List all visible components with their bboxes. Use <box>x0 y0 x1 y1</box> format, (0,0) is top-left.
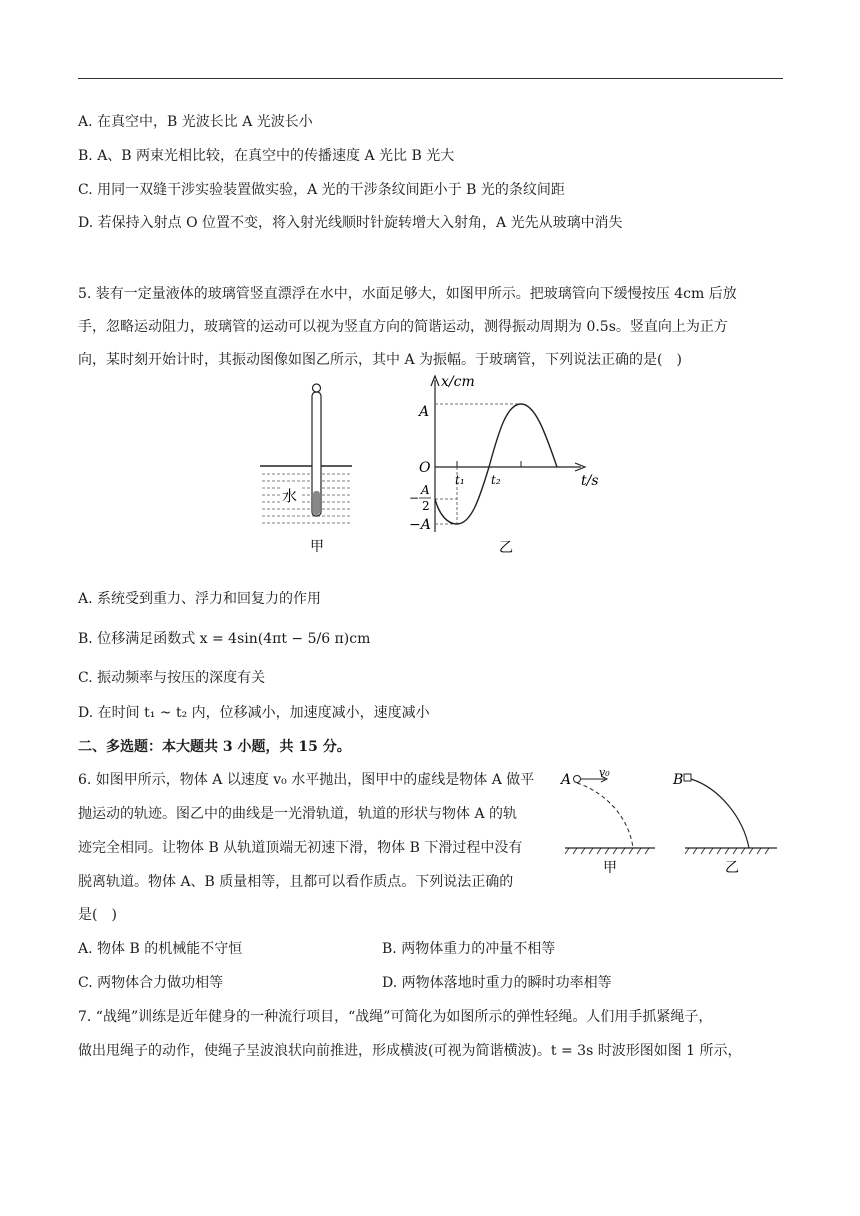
figure-jia-tube <box>258 380 358 558</box>
q6-option-b: B. 两物体重力的冲量不相等 <box>382 941 556 957</box>
q6-option-a: A. 物体 B 的机械能不守恒 <box>78 941 243 957</box>
q7-stem-line-1: 7. “战绳”训练是近年健身的一种流行项目，“战绳”可简化为如图所示的弹性轻绳。人们用手抓紧绳子， <box>78 1009 713 1025</box>
q6-stem-line-5: 是( ) <box>78 907 117 923</box>
q4-option-c: C. 用同一双缝干涉实验装置做实验，A 光的干涉条纹间距小于 B 光的条纹间距 <box>78 182 565 198</box>
q5-option-c: C. 振动频率与按压的深度有关 <box>78 670 266 686</box>
q5-option-b: B. 位移满足函数式 x = 4sin(4πt − 5/6 π)cm <box>78 631 371 647</box>
header-rule <box>78 78 783 79</box>
q6-label-b: B <box>673 772 684 788</box>
figure-yi-graph <box>395 372 615 558</box>
t1-label: t₁ <box>455 473 465 487</box>
q6-caption-jia: 甲 <box>603 860 617 876</box>
water-label: 水 <box>282 487 298 505</box>
figure-q6-projectile-and-track <box>555 762 785 880</box>
q5-option-d: D. 在时间 t₁ ~ t₂ 内，位移减小，加速度减小，速度减小 <box>78 705 430 721</box>
origin-label: O <box>419 460 431 476</box>
x-axis-label: t/s <box>581 473 599 489</box>
neg-amplitude-label: −A <box>409 517 431 533</box>
y-axis-label: x/cm <box>441 374 475 390</box>
svg-text:−: − <box>409 491 420 505</box>
q6-stem-line-3: 迹完全相同。让物体 B 从轨道顶端无初速下滑，物体 B 下滑过程中没有 <box>78 840 523 856</box>
q6-stem-line-4: 脱离轨道。物体 A、B 质量相等，且都可以看作质点。下列说法正确的 <box>78 874 514 890</box>
section-heading-multiple-choice: 二、多选题：本大题共 3 小题，共 15 分。 <box>78 739 351 755</box>
q4-option-d: D. 若保持入射点 O 位置不变，将入射光线顺时针旋转增大入射角，A 光先从玻璃中消失 <box>78 215 623 231</box>
q5-stem-line-3: 向，某时刻开始计时，其振动图像如图乙所示，其中 A 为振幅。于玻璃管，下列说法正确的是( ) <box>78 352 682 368</box>
t2-label: t₂ <box>491 473 501 487</box>
q6-option-c: C. 两物体合力做功相等 <box>78 975 224 991</box>
q6-caption-yi: 乙 <box>725 860 739 876</box>
q6-stem-line-1: 6. 如图甲所示，物体 A 以速度 v₀ 水平抛出，图甲中的虚线是物体 A 做平 <box>78 772 535 788</box>
amplitude-label: A <box>419 404 430 420</box>
q5-stem-line-1: 5. 装有一定量液体的玻璃管竖直漂浮在水中，水面足够大，如图甲所示。把玻璃管向下缓慢按压 4cm 后放 <box>78 286 737 302</box>
figure-yi-caption: 乙 <box>499 540 513 556</box>
q4-option-a: A. 在真空中，B 光波长比 A 光波长小 <box>78 114 313 130</box>
q6-label-a: A <box>561 772 572 788</box>
q5-option-a: A. 系统受到重力、浮力和回复力的作用 <box>78 591 322 607</box>
q6-option-d: D. 两物体落地时重力的瞬时功率相等 <box>382 975 612 991</box>
q5-stem-line-2: 手，忽略运动阻力，玻璃管的运动可以视为竖直方向的简谐运动，测得振动周期为 0.5s。竖直向上为正方 <box>78 319 728 335</box>
half-amplitude-numerator: A <box>421 483 430 497</box>
figure-jia-caption: 甲 <box>310 539 324 555</box>
q6-label-v0: v₀ <box>599 766 610 779</box>
q7-stem-line-2: 做出甩绳子的动作，使绳子呈波浪状向前推进，形成横波(可视为简谐横波)。t = 3s 时波形图如图 1 所示， <box>78 1043 742 1059</box>
q4-option-b: B. A、B 两束光相比较，在真空中的传播速度 A 光比 B 光大 <box>78 148 455 164</box>
half-amplitude-denominator: 2 <box>422 499 430 513</box>
vibration-curve <box>435 404 557 524</box>
q6-stem-line-2: 抛运动的轨迹。图乙中的曲线是一光滑轨道，轨道的形状与物体 A 的轨 <box>78 806 518 822</box>
